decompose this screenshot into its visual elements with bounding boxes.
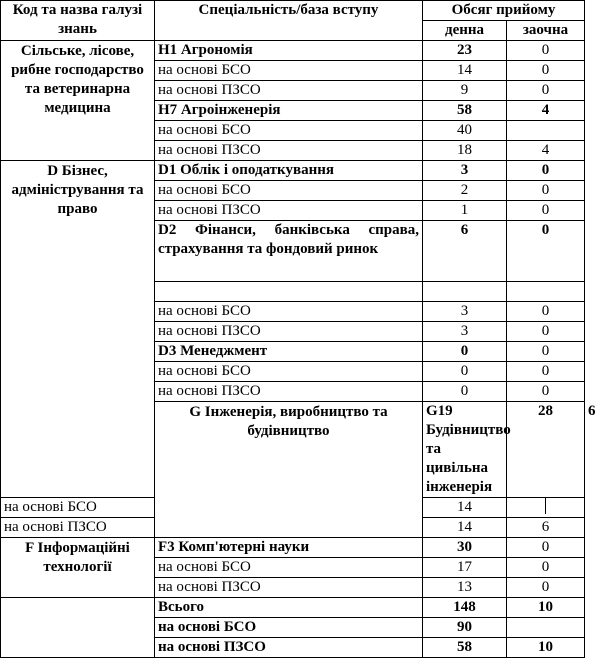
specialty-cell: на основі БСО [155,302,423,322]
area-agriculture: Сільське, лісове, рибне господарство та ветеринарна медицина [1,41,155,161]
part-time-cell [507,121,585,141]
header-part-time: заочна [507,21,585,41]
full-time-cell: 14 [423,498,507,518]
part-time-cell: 0 [507,41,585,61]
specialty-cell: на основі БСО [155,362,423,382]
specialty-cell: D3 Менеджмент [155,342,423,362]
header-full-time: денна [423,21,507,41]
part-time-cell: 0 [507,538,585,558]
total-row [1,598,585,618]
empty-cell [507,282,585,302]
table-row [1,41,585,61]
specialty-cell: на основі ПЗСО [155,201,423,221]
part-time-cell: 0 [507,362,585,382]
part-time-cell: 4 [507,141,585,161]
full-time-cell: 14 [423,61,507,81]
specialty-cell: на основі ПЗСО [155,578,423,598]
part-time-cell: 0 [507,302,585,322]
header-volume: Обсяг прийому [423,1,585,21]
full-time-cell: 58 [423,101,507,121]
part-time-cell: 0 [507,81,585,101]
full-time-cell: 6 [423,221,507,282]
full-time-cell: 17 [423,558,507,578]
specialty-cell: D1 Облік і оподаткування [155,161,423,181]
total-full-time: 148 [423,598,507,618]
empty-cell [155,282,423,302]
part-time-cell: 6 [507,518,585,538]
full-time-cell: 3 [423,161,507,181]
total-full-time: 58 [423,638,507,658]
table-row [1,538,585,558]
part-time-cell: 0 [507,181,585,201]
full-time-cell: 18 [423,141,507,161]
full-time-cell: 0 [423,382,507,402]
specialty-cell: на основі ПЗСО [155,382,423,402]
total-part-time: 10 [507,638,585,658]
specialty-cell: Н7 Агроінженерія [155,101,423,121]
full-time-cell: 3 [423,302,507,322]
full-time-cell: 13 [423,578,507,598]
header-area: Код та назва галузі знань [1,1,155,41]
specialty-cell: G19 Будівництво та цивільна інженерія [423,402,507,498]
full-time-cell: 0 [423,342,507,362]
part-time-cell: 0 [507,578,585,598]
full-time-cell: 30 [423,538,507,558]
specialty-cell: на основі ПЗСО [155,141,423,161]
total-label: Всього [155,598,423,618]
specialty-cell: на основі БСО [155,181,423,201]
full-time-cell: 3 [423,322,507,342]
part-time-cell: 0 [507,382,585,402]
area-engineering: G Інженерія, виробництво та будівництво [155,402,423,538]
part-time-cell: 4 [507,101,585,121]
part-time-cell: 0 [507,221,585,282]
area-it: F Інформаційні технології [1,538,155,598]
total-label: на основі ПЗСО [155,638,423,658]
full-time-cell: 2 [423,181,507,201]
full-time-cell: 14 [423,518,507,538]
part-time-cell: 0 [507,201,585,221]
part-time-cell: 0 [507,61,585,81]
specialty-cell: на основі ПЗСО [155,81,423,101]
total-full-time: 90 [423,618,507,638]
header-specialty: Спеціальність/база вступу [155,1,423,41]
part-time-cell: 0 [507,161,585,181]
full-time-cell: 28 [507,402,585,498]
total-part-time: 10 [507,598,585,618]
text-cursor [545,498,546,514]
specialty-cell: на основі БСО [1,498,155,518]
specialty-cell: на основі БСО [155,121,423,141]
specialty-cell: на основі БСО [155,61,423,81]
empty-cell [1,598,155,658]
total-label: на основі БСО [155,618,423,638]
table-row: G Інженерія, виробництво та будівництво G19 Будівництво та цивільна інженерія 28 6 [1,402,585,498]
table-row [1,161,585,181]
full-time-cell: 0 [423,362,507,382]
specialty-cell: на основі БСО [155,558,423,578]
area-business: D Бізнес, адміністрування та право [1,161,155,498]
part-time-cell: 0 [507,322,585,342]
full-time-cell: 23 [423,41,507,61]
full-time-cell: 1 [423,201,507,221]
specialty-cell: F3 Комп'ютерні науки [155,538,423,558]
full-time-cell: 9 [423,81,507,101]
part-time-cell: 0 [507,558,585,578]
specialty-cell: Н1 Агрономія [155,41,423,61]
part-time-cell [507,498,585,518]
total-part-time [507,618,585,638]
empty-cell [423,282,507,302]
specialty-cell: на основі ПЗСО [155,322,423,342]
specialty-cell: D2 Фінанси, банківська справа, страхування та фондовий ринок [155,221,423,282]
part-time-cell: 0 [507,342,585,362]
specialty-cell: на основі ПЗСО [1,518,155,538]
full-time-cell: 40 [423,121,507,141]
